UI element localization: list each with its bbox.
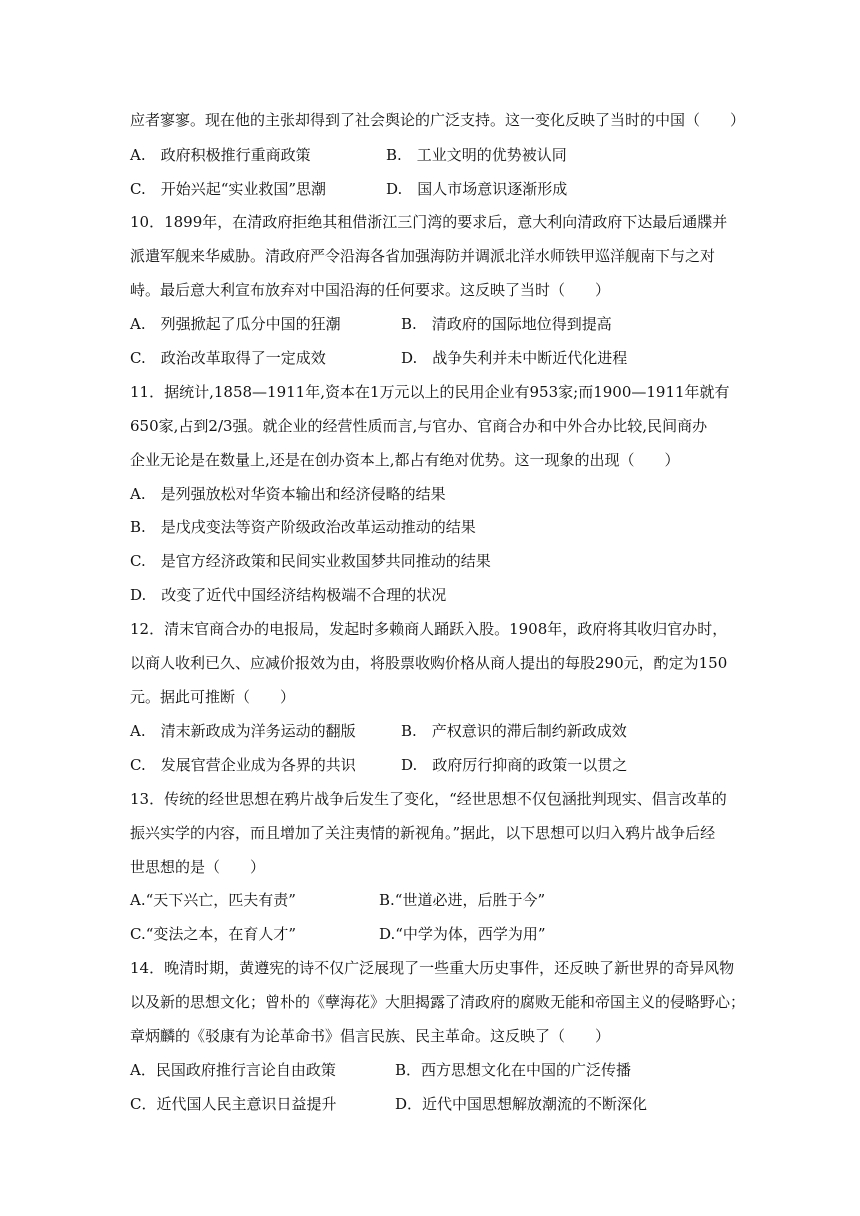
q14-option-a: A．民国政府推行言论自由政策 bbox=[130, 1061, 336, 1079]
q12-option-b: B. 产权意识的滞后制约新政成效 bbox=[401, 722, 627, 740]
q12-option-a: A. 清末新政成为洋务运动的翻版 bbox=[130, 722, 356, 740]
q14-stem-line-1: 14．晚清时期，黄遵宪的诗不仅广泛展现了一些重大历史事件，还反映了新世界的奇异风物 bbox=[130, 959, 735, 977]
q13-option-c: C.“变法之本，在育人才” bbox=[130, 925, 297, 943]
q14-option-c: C．近代国人民主意识日益提升 bbox=[130, 1095, 337, 1113]
q11-option-d: D. 改变了近代中国经济结构极端不合理的状况 bbox=[130, 586, 447, 604]
q9-option-a: A. 政府积极推行重商政策 bbox=[130, 146, 311, 164]
q12-option-c: C. 发展官营企业成为各界的共识 bbox=[130, 756, 356, 774]
q10-option-c: C. 政治改革取得了一定成效 bbox=[130, 349, 326, 367]
q10-option-a: A. 列强掀起了瓜分中国的狂潮 bbox=[130, 315, 341, 333]
q14-stem-line-3: 章炳麟的《驳康有为论革命书》倡言民族、民主革命。这反映了（ ） bbox=[130, 1027, 611, 1045]
q13-option-b: B.“世道必进，后胜于今” bbox=[379, 891, 546, 909]
q12-stem-line-1: 12．清末官商合办的电报局，发起时多赖商人踊跃入股。1908年，政府将其收归官办时， bbox=[130, 620, 728, 638]
q14-stem-line-2: 以及新的思想文化；曾朴的《孽海花》大胆揭露了清政府的腐败无能和帝国主义的侵略野心； bbox=[130, 993, 746, 1011]
q10-stem-line-1: 10．1899年，在清政府拒绝其租借浙江三门湾的要求后，意大利向清政府下达最后通牒并 bbox=[130, 213, 728, 231]
q14-option-d: D．近代中国思想解放潮流的不断深化 bbox=[395, 1095, 648, 1113]
q13-stem-line-3: 世思想的是（ ） bbox=[130, 858, 266, 876]
q10-option-d: D. 战争失利并未中断近代化进程 bbox=[401, 349, 628, 367]
q10-stem-line-3: 峙。最后意大利宣布放弃对中国沿海的任何要求。这反映了当时（ ） bbox=[130, 281, 611, 299]
q11-option-a: A. 是列强放松对华资本输出和经济侵略的结果 bbox=[130, 485, 446, 503]
q12-stem-line-2: 以商人收利已久、应减价报效为由，将股票收购价格从商人提出的每股290元，酌定为150 bbox=[130, 654, 728, 672]
q10-stem-line-2: 派遣军舰来华威胁。清政府严令沿海各省加强海防并调派北洋水师铁甲巡洋舰南下与之对 bbox=[130, 247, 716, 265]
q11-stem-line-2: 650家,占到2/3强。就企业的经营性质而言,与官办、官商合办和中外合办比较,民间商办 bbox=[130, 417, 708, 435]
q11-option-b: B. 是戊戌变法等资产阶级政治改革运动推动的结果 bbox=[130, 518, 476, 536]
q11-stem-line-3: 企业无论是在数量上,还是在创办资本上,都占有绝对优势。这一现象的出现（ ） bbox=[130, 451, 680, 469]
q13-option-d: D.“中学为体，西学为用” bbox=[379, 925, 546, 943]
q10-option-b: B. 清政府的国际地位得到提高 bbox=[401, 315, 612, 333]
q9-stem-line: 应者寥寥。现在他的主张却得到了社会舆论的广泛支持。这一变化反映了当时的中国（ ） bbox=[130, 111, 746, 129]
q9-option-b: B. 工业文明的优势被认同 bbox=[386, 146, 567, 164]
q12-option-d: D. 政府厉行抑商的政策一以贯之 bbox=[401, 756, 628, 774]
q11-stem-line-1: 11．据统计,1858—1911年,资本在1万元以上的民用企业有953家;而1900—1911年就有 bbox=[130, 383, 730, 401]
q13-stem-line-1: 13．传统的经世思想在鸦片战争后发生了变化，“经世思想不仅包涵批判现实、倡言改革的 bbox=[130, 790, 727, 808]
q14-option-b: B．西方思想文化在中国的广泛传播 bbox=[395, 1061, 632, 1079]
q13-option-a: A.“天下兴亡，匹夫有责” bbox=[130, 891, 296, 909]
q9-option-d: D. 国人市场意识逐渐形成 bbox=[386, 180, 568, 198]
q11-option-c: C. 是官方经济政策和民间实业救国梦共同推动的结果 bbox=[130, 552, 491, 570]
q9-option-c: C. 开始兴起“实业救国”思潮 bbox=[130, 180, 327, 198]
q13-stem-line-2: 振兴实学的内容，而且增加了关注夷情的新视角。”据此，以下思想可以归入鸦片战争后经 bbox=[130, 824, 716, 842]
q12-stem-line-3: 元。据此可推断（ ） bbox=[130, 688, 296, 706]
